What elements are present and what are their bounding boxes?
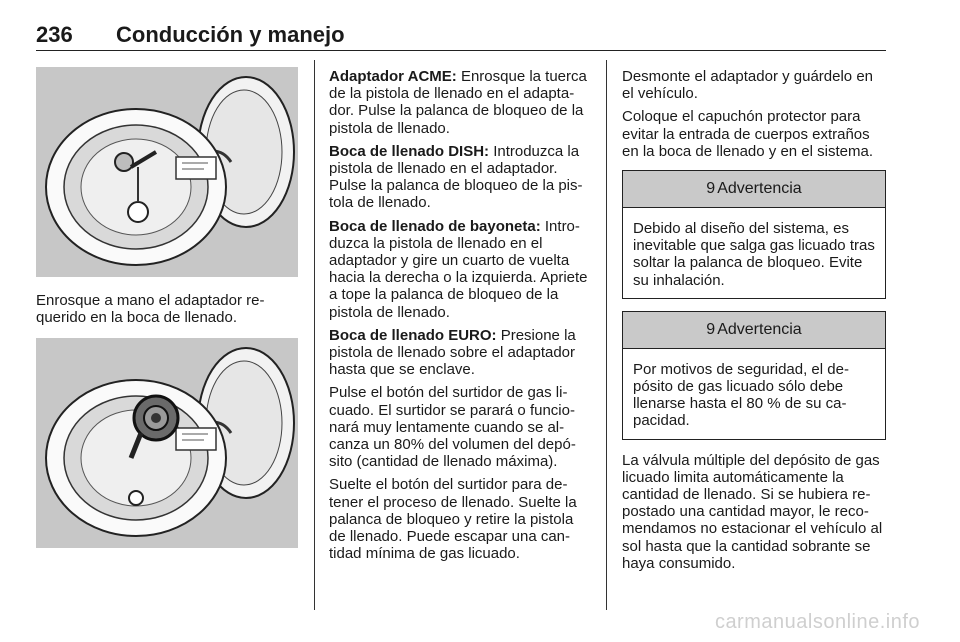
paragraph-multivalve: La válvula múltiple del depósito de gas licuado limita automáticamente la cantidad de llenado. Si se hubiera re-postado una cantidad mayor, le reco-mendamos no estacionar el vehículo al sol hasta que la cantidad sobrante se haya consumido. — [622, 451, 883, 572]
lead-euro: Boca de llenado EURO: — [329, 326, 497, 344]
right-column — [622, 68, 886, 578]
warning-text-1: Debido al diseño del sistema, es inevitable que salga gas licuado tras soltar la palanca de bloqueo. Evite su inhalación. — [633, 220, 875, 289]
warning-title-2: Advertencia — [717, 321, 802, 339]
middle-column — [329, 68, 594, 568]
warning-header-2 — [623, 312, 885, 349]
fuel-flap-illustration-adapter — [36, 338, 298, 548]
column-divider-left — [314, 60, 315, 610]
warning-icon: 9 — [706, 321, 716, 339]
fuel-flap-illustration-open — [36, 67, 298, 277]
paragraph-acme: Adaptador ACME: Enrosque la tuerca de la pistola de llenado en el adapta-dor. Pulse la palanca de bloqueo de la pistola de llenado. — [329, 68, 587, 137]
lead-bayoneta: Boca de llenado de bayoneta: — [329, 217, 541, 235]
paragraph-release: Suelte el botón del surtidor para de-tener el proceso de llenado. Suelte la palanca de bloqueo y retire la pistola de llenado. Puede escapar una can-tidad mínima de gas licuado. — [329, 476, 577, 563]
paragraph-euro: Boca de llenado EURO: Presione la pistola de llenado sobre el adaptador hasta que se enclave. — [329, 326, 576, 379]
page-number: 236 — [36, 22, 73, 47]
warning-icon: 9 — [706, 180, 716, 198]
paragraph-dish: Boca de llenado DISH: Introduzca la pistola de llenado en el adaptador. Pulse la palanca de bloqueo de la pis-tola de llenado. — [329, 142, 583, 212]
chapter-title: Conducción y manejo — [116, 22, 345, 47]
illustration-caption: Enrosque a mano el adaptador re-querido en la boca de llenado. — [36, 292, 265, 326]
warning-box-1 — [622, 170, 886, 299]
adapter-drawing — [36, 338, 298, 548]
warning-box-2 — [622, 311, 886, 440]
page-header — [36, 22, 886, 50]
lead-dish: Boca de llenado DISH: — [329, 142, 490, 160]
lead-acme: Adaptador ACME: — [329, 68, 457, 85]
warning-text-2: Por motivos de seguridad, el de-pósito de gas licuado sólo debe llenarse hasta el 80 % de su ca-pacidad. — [633, 360, 849, 430]
header-rule — [36, 50, 886, 51]
warning-title-1: Advertencia — [717, 180, 802, 198]
column-divider-right — [606, 60, 607, 610]
paragraph-protective-cap: Coloque el capuchón protector para evitar la entrada de cuerpos extraños en la boca de llenado y en el sistema. — [622, 108, 873, 160]
paragraph-remove-adapter: Desmonte el adaptador y guárdelo en el vehículo. — [622, 68, 874, 103]
warning-header-1 — [623, 171, 885, 208]
fuel-flap-drawing — [36, 67, 298, 277]
paragraph-bayoneta: Boca de llenado de bayoneta: Intro-duzca la pistola de llenado en el adaptador y gire un cuarto de vuelta hacia la derecha o la izquierda. Apriete a tope la palanca de bloqueo de la pistola de llenado. — [329, 217, 588, 321]
paragraph-pump-button: Pulse el botón del surtidor de gas li-cuado. El surtidor se parará o funcio-nará muy lentamente cuando se al-canza un 80% del volumen del depó-sito (cantidad de llenado máxima). — [329, 384, 576, 471]
watermark: carmanualsonline.info — [714, 611, 920, 633]
